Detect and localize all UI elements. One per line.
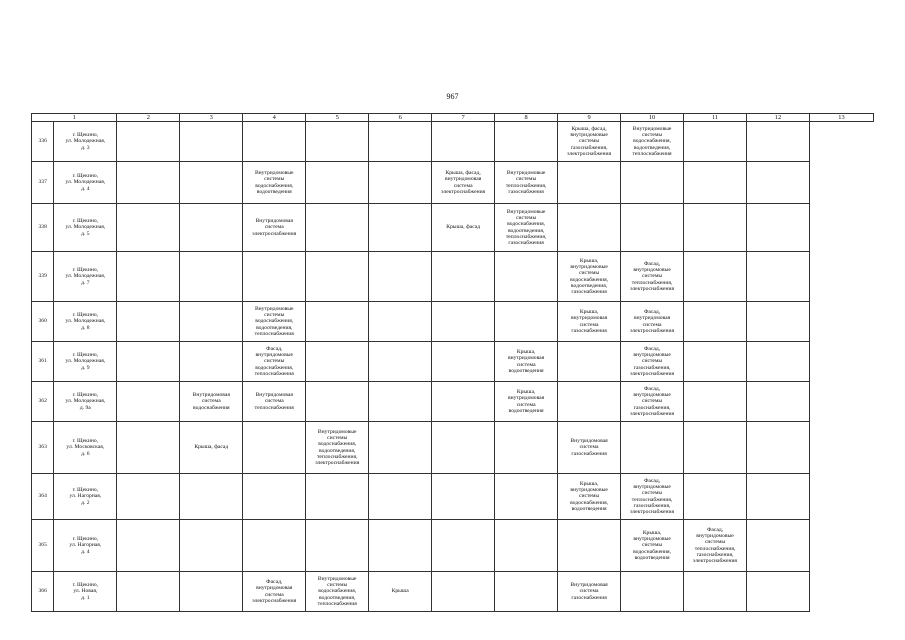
row-number-cell: 361 <box>32 342 54 382</box>
work-cell-col-8 <box>432 474 495 520</box>
work-cell-col-5 <box>243 520 306 572</box>
work-cell-col-3 <box>117 474 180 520</box>
address-cell: г. Щекино, ул. Молодежная, д. 7 <box>54 252 117 302</box>
work-cell-col-13 <box>747 162 810 204</box>
table-body <box>32 114 874 612</box>
work-cell-col-11: Фасад, внутридомовые системы теплоснабжения, газоснабжения, электроснабжения <box>621 474 684 520</box>
table-row <box>32 422 874 474</box>
work-cell-col-11 <box>621 162 684 204</box>
work-cell-col-11: Фасад, внутридомовые системы газоснабжения, электроснабжения <box>621 382 684 422</box>
work-cell-col-8 <box>432 382 495 422</box>
work-cell-col-11: Фасад, внутридомовые системы газоснабжения, электроснабжения <box>621 342 684 382</box>
work-cell-col-9: Крыша, внутридомовая система водоотведения <box>495 382 558 422</box>
work-cell-col-9 <box>495 122 558 162</box>
work-cell-col-6 <box>306 122 369 162</box>
header-cell-1: 1 <box>32 114 117 122</box>
work-cell-col-13 <box>747 572 810 612</box>
header-cell-9: 9 <box>558 114 621 122</box>
work-cell-col-12 <box>684 342 747 382</box>
header-cell-11: 11 <box>684 114 747 122</box>
work-cell-col-10: Крыша, внутридомовая система газоснабжения <box>558 302 621 342</box>
work-cell-col-7 <box>369 382 432 422</box>
header-cell-8: 8 <box>495 114 558 122</box>
work-cell-col-11 <box>621 204 684 252</box>
row-number-cell: 362 <box>32 382 54 422</box>
work-cell-col-13 <box>747 204 810 252</box>
work-cell-col-8: Крыша, фасад, внутридомовая система электроснабжения <box>432 162 495 204</box>
work-cell-col-7 <box>369 204 432 252</box>
work-cell-col-12 <box>684 572 747 612</box>
table-row <box>32 162 874 204</box>
work-cell-col-6 <box>306 204 369 252</box>
work-cell-col-7 <box>369 252 432 302</box>
work-cell-col-8 <box>432 342 495 382</box>
work-cell-col-3 <box>117 520 180 572</box>
work-cell-col-3 <box>117 422 180 474</box>
work-cell-col-5 <box>243 422 306 474</box>
address-cell: г. Щекино, ул. Молодежная, д. 3 <box>54 122 117 162</box>
work-cell-col-4 <box>180 302 243 342</box>
row-number-cell: 366 <box>32 572 54 612</box>
work-cell-col-7 <box>369 474 432 520</box>
work-cell-col-5 <box>243 122 306 162</box>
header-cell-3: 3 <box>180 114 243 122</box>
table-row <box>32 302 874 342</box>
work-cell-col-9 <box>495 302 558 342</box>
work-cell-col-11 <box>621 422 684 474</box>
work-cell-col-8 <box>432 572 495 612</box>
work-cell-col-12 <box>684 422 747 474</box>
work-cell-col-3 <box>117 162 180 204</box>
work-cell-col-9 <box>495 572 558 612</box>
work-cell-col-10: Крыша, внутридомовые системы водоснабжения, водоотведения, газоснабжения <box>558 252 621 302</box>
work-cell-col-10: Крыша, внутридомовые системы водоснабжения, водоотведения <box>558 474 621 520</box>
table-row <box>32 474 874 520</box>
row-number-cell: 364 <box>32 474 54 520</box>
work-cell-col-3 <box>117 382 180 422</box>
work-cell-col-3 <box>117 302 180 342</box>
work-cell-col-13 <box>747 382 810 422</box>
work-cell-col-13 <box>747 422 810 474</box>
work-cell-col-6 <box>306 252 369 302</box>
work-cell-col-7 <box>369 162 432 204</box>
work-cell-col-9 <box>495 474 558 520</box>
work-cell-col-5: Фасад, внутридомовая система электроснабжения <box>243 572 306 612</box>
address-cell: г. Щекино, ул. Молодежная, д. 4 <box>54 162 117 204</box>
work-cell-col-9: Крыша, внутридомовая система водоотведения <box>495 342 558 382</box>
header-cell-10: 10 <box>621 114 684 122</box>
work-cell-col-9: Внутридомовые системы теплоснабжения, газоснабжения <box>495 162 558 204</box>
work-cell-col-4 <box>180 342 243 382</box>
work-cell-col-12 <box>684 302 747 342</box>
work-cell-col-6: Внутридомовые системы водоснабжения, водоотведения, теплоснабжения <box>306 572 369 612</box>
work-cell-col-13 <box>747 342 810 382</box>
row-number-cell: 338 <box>32 204 54 252</box>
work-cell-col-7 <box>369 122 432 162</box>
header-cell-7: 7 <box>432 114 495 122</box>
work-cell-col-11 <box>621 572 684 612</box>
work-cell-col-7 <box>369 342 432 382</box>
address-cell: г. Щекино, ул. Нагорная, д. 4 <box>54 520 117 572</box>
table-row <box>32 252 874 302</box>
work-cell-col-9 <box>495 422 558 474</box>
work-cell-col-10 <box>558 162 621 204</box>
work-cell-col-10 <box>558 204 621 252</box>
header-cell-6: 6 <box>369 114 432 122</box>
work-cell-col-5: Внутридомовые системы водоснабжения, водоотведения, теплоснабжения <box>243 302 306 342</box>
header-cell-2: 2 <box>117 114 180 122</box>
work-cell-col-5: Фасад, внутридомовые системы водоснабжения, теплоснабжения <box>243 342 306 382</box>
work-cell-col-6 <box>306 302 369 342</box>
work-cell-col-12 <box>684 204 747 252</box>
work-cell-col-9 <box>495 520 558 572</box>
work-cell-col-13 <box>747 302 810 342</box>
work-cell-col-13 <box>747 474 810 520</box>
work-cell-col-5: Внутридомовая система теплоснабжения <box>243 382 306 422</box>
work-cell-col-6 <box>306 382 369 422</box>
work-cell-col-10: Крыша, фасад, внутридомовые системы газоснабжения, электроснабжения <box>558 122 621 162</box>
work-cell-col-5: Внутридомовые системы водоснабжения, водоотведения <box>243 162 306 204</box>
work-cell-col-9 <box>495 252 558 302</box>
work-cell-col-12: Фасад, внутридомовые системы теплоснабжения, газоснабжения, электроснабжения <box>684 520 747 572</box>
work-cell-col-3 <box>117 252 180 302</box>
table-row <box>32 520 874 572</box>
work-cell-col-4 <box>180 520 243 572</box>
header-cell-5: 5 <box>306 114 369 122</box>
work-cell-col-6 <box>306 162 369 204</box>
work-cell-col-10 <box>558 342 621 382</box>
work-cell-col-10 <box>558 382 621 422</box>
work-cell-col-6 <box>306 474 369 520</box>
work-cell-col-8 <box>432 122 495 162</box>
work-cell-col-8 <box>432 302 495 342</box>
row-number-cell: 336 <box>32 122 54 162</box>
work-cell-col-3 <box>117 342 180 382</box>
row-number-cell: 360 <box>32 302 54 342</box>
address-cell: г. Щекино, ул. Нагорная, д. 2 <box>54 474 117 520</box>
work-cell-col-3 <box>117 204 180 252</box>
address-cell: г. Щекино, ул. Молодежная, д. 8 <box>54 302 117 342</box>
work-cell-col-7: Крыша <box>369 572 432 612</box>
work-cell-col-6 <box>306 520 369 572</box>
address-cell: г. Щекино, ул. Московская, д. 6 <box>54 422 117 474</box>
work-cell-col-11: Внутридомовые системы водоснабжения, водоотведения, теплоснабжения <box>621 122 684 162</box>
header-cell-4: 4 <box>243 114 306 122</box>
row-number-cell: 339 <box>32 252 54 302</box>
work-cell-col-4 <box>180 122 243 162</box>
address-cell: г. Щекино, ул. Молодежная, д. 9 <box>54 342 117 382</box>
header-cell-12: 12 <box>747 114 810 122</box>
work-cell-col-12 <box>684 162 747 204</box>
work-cell-col-4 <box>180 252 243 302</box>
work-cell-col-7 <box>369 520 432 572</box>
address-cell: г. Щекино, ул. Молодежная, д. 5 <box>54 204 117 252</box>
work-cell-col-10: Внутридомовая система газоснабжения <box>558 572 621 612</box>
work-cell-col-4: Крыша, фасад <box>180 422 243 474</box>
work-cell-col-4 <box>180 572 243 612</box>
work-cell-col-13 <box>747 122 810 162</box>
work-cell-col-4 <box>180 204 243 252</box>
capital-repair-table <box>31 113 874 612</box>
work-cell-col-8 <box>432 252 495 302</box>
work-cell-col-3 <box>117 122 180 162</box>
page-number: 967 <box>446 92 459 101</box>
table-row <box>32 572 874 612</box>
work-cell-col-5 <box>243 474 306 520</box>
work-cell-col-11: Фасад, внутридомовые системы теплоснабжения, электроснабжения <box>621 252 684 302</box>
work-cell-col-4: Внутридомовая система водоснабжения <box>180 382 243 422</box>
work-cell-col-9: Внутридомовые системы водоснабжения, водоотведения, теплоснабжения, газоснабжения <box>495 204 558 252</box>
work-cell-col-7 <box>369 302 432 342</box>
work-cell-col-4 <box>180 162 243 204</box>
work-cell-col-11: Крыша, внутридомовые системы водоснабжения, водоотведения <box>621 520 684 572</box>
table-row <box>32 382 874 422</box>
table-row <box>32 342 874 382</box>
work-cell-col-4 <box>180 474 243 520</box>
row-number-cell: 363 <box>32 422 54 474</box>
row-number-cell: 365 <box>32 520 54 572</box>
work-cell-col-6 <box>306 342 369 382</box>
header-cell-13: 13 <box>809 114 873 122</box>
work-cell-col-8 <box>432 520 495 572</box>
table-row <box>32 122 874 162</box>
table-row <box>32 204 874 252</box>
work-cell-col-6: Внутридомовые системы водоснабжения, водоотведения, теплоснабжения, электроснабжения <box>306 422 369 474</box>
row-number-cell: 337 <box>32 162 54 204</box>
address-cell: г. Щекино, ул. Молодежная, д. 9а <box>54 382 117 422</box>
work-cell-col-13 <box>747 520 810 572</box>
work-cell-col-12 <box>684 382 747 422</box>
work-cell-col-5 <box>243 252 306 302</box>
work-cell-col-5: Внутридомовая система электроснабжения <box>243 204 306 252</box>
work-cell-col-12 <box>684 474 747 520</box>
header-row <box>32 114 874 122</box>
work-cell-col-7 <box>369 422 432 474</box>
address-cell: г. Щекино, ул. Новая, д. 1 <box>54 572 117 612</box>
work-cell-col-8: Крыша, фасад <box>432 204 495 252</box>
work-cell-col-11: Фасад, внутридомовая система электроснабжения <box>621 302 684 342</box>
work-cell-col-12 <box>684 122 747 162</box>
work-cell-col-3 <box>117 572 180 612</box>
work-cell-col-12 <box>684 252 747 302</box>
work-cell-col-10 <box>558 520 621 572</box>
work-cell-col-10: Внутридомовая система газоснабжения <box>558 422 621 474</box>
work-cell-col-8 <box>432 422 495 474</box>
work-cell-col-13 <box>747 252 810 302</box>
